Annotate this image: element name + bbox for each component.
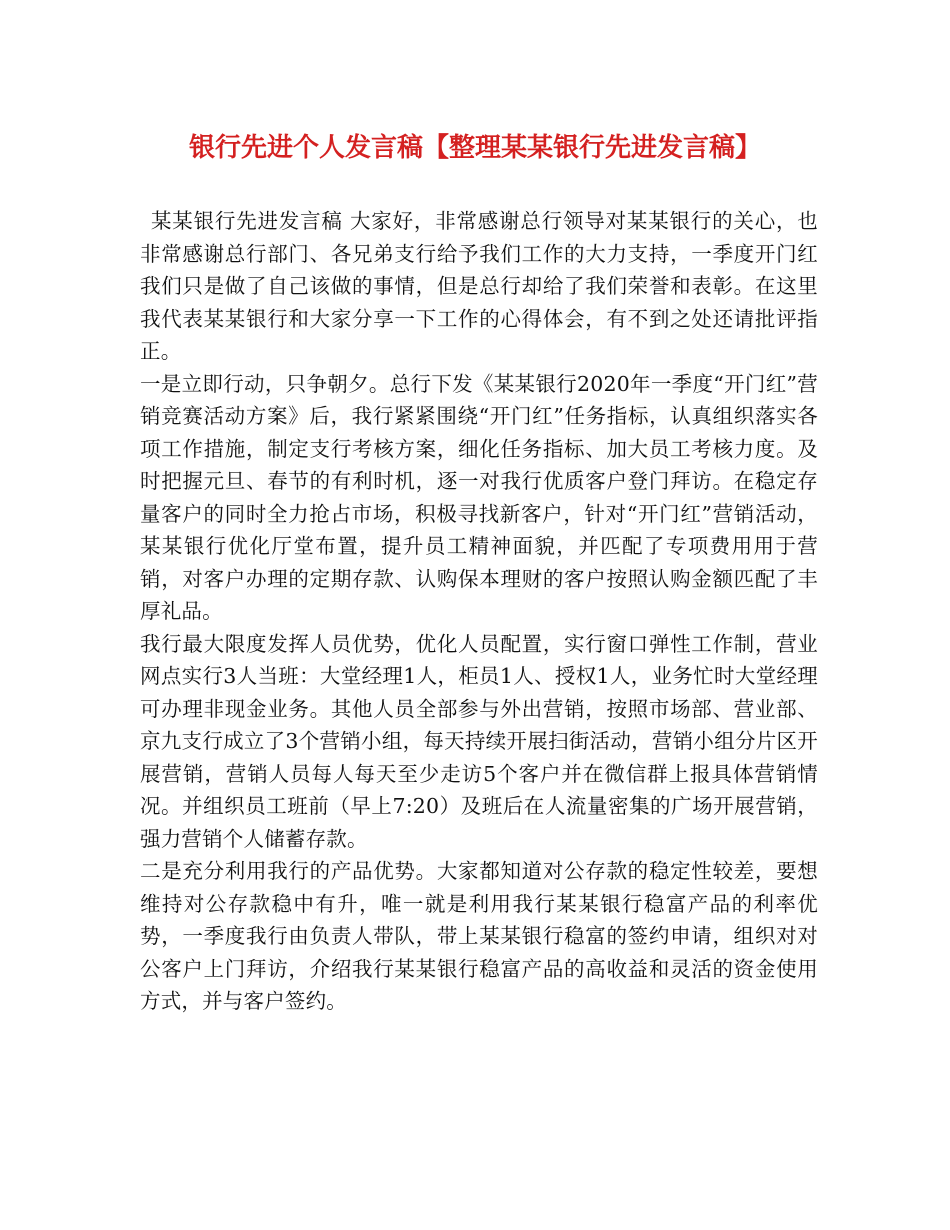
- paragraph-intro: 某某银行先进发言稿 大家好，非常感谢总行领导对某某银行的关心，也非常感谢总行部门、各兄弟支行给予我们工作的大力支持，一季度开门红我们只是做了自己该做的事情，但是总行却给了我们荣誉和表彰。在这里我代表某某银行和大家分享一下工作的心得体会，有不到之处还请批评指正。: [140, 209, 818, 363]
- document-title: 银行先进个人发言稿【整理某某银行先进发言稿】: [188, 133, 761, 163]
- paragraph-product-advantage: 二是充分利用我行的产品优势。大家都知道对公存款的稳定性较差，要想维持对公存款稳中有升，唯一就是利用我行某某银行稳富产品的利率优势，一季度我行由负责人带队，带上某某银行稳富的签约申请，组织对对公客户上门拜访，介绍我行某某银行稳富产品的高收益和灵活的资金使用方式，并与客户签约。: [140, 859, 818, 1013]
- document-body: [140, 205, 818, 1018]
- paragraph-action: 一是立即行动，只争朝夕。总行下发《某某银行2020年一季度“开门红”营销竞赛活动方案》后，我行紧紧围绕“开门红”任务指标，认真组织落实各项工作措施，制定支行考核方案，细化任务指标、加大员工考核力度。及时把握元旦、春节的有利时机，逐一对我行优质客户登门拜访。在稳定存量客户的同时全力抢占市场，积极寻找新客户，针对“开门红”营销活动，某某银行优化厅堂布置，提升员工精神面貌，并匹配了专项费用用于营销，对客户办理的定期存款、认购保本理财的客户按照认购金额匹配了丰厚礼品。: [140, 371, 818, 623]
- paragraph-staffing: 我行最大限度发挥人员优势，优化人员配置，实行窗口弹性工作制，营业网点实行3人当班：大堂经理1人，柜员1人、授权1人，业务忙时大堂经理可办理非现金业务。其他人员全部参与外出营销，按照市场部、营业部、京九支行成立了3个营销小组，每天持续开展扫街活动，营销小组分片区开展营销，营销人员每人每天至少走访5个客户并在微信群上报具体营销情况。并组织员工班前（早上7:20）及班后在人流量密集的广场开展营销，强力营销个人储蓄存款。: [140, 631, 818, 851]
